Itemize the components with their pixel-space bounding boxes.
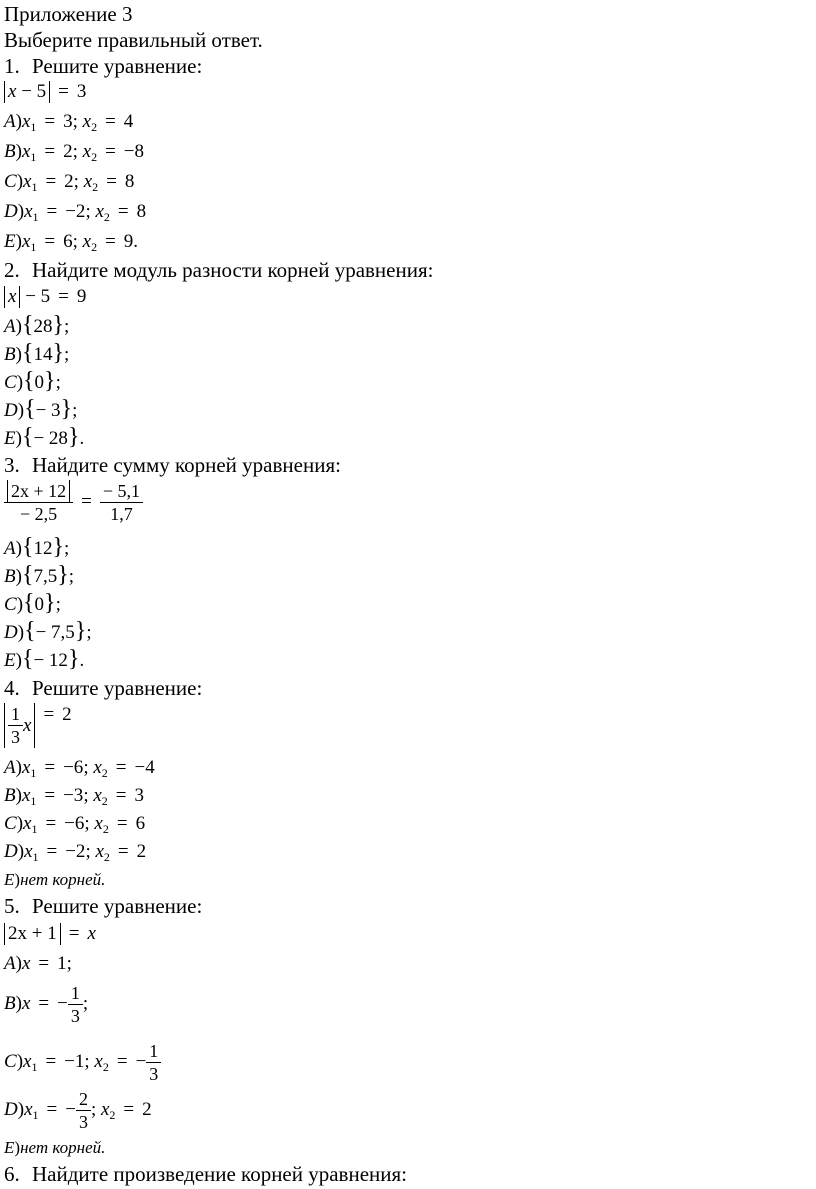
equation-4: $\frac{1}{3}$ x = 2	[4, 703, 72, 748]
option-5d: $D)x_1$ = − $\frac{2}{3}$ ; $x_2 = 2$	[4, 1089, 152, 1132]
option-1b: $B)x_1 = 2$; $x_2 = -8$	[4, 141, 144, 164]
option-4b: $B)x_1 = -3$; $x_2 = 3$	[4, 785, 144, 808]
instruction: Выберите правильный ответ.	[4, 28, 263, 52]
option-2d: D){− 3};	[4, 396, 78, 422]
option-5b: B)x = − $\frac{1}{3}$ ;	[4, 983, 89, 1026]
option-1c: $C)x_1 = 2$; $x_2 = 8$	[4, 171, 135, 194]
equation-5: 2x + 1 = x	[4, 922, 96, 946]
question-number: 1.	[4, 54, 20, 78]
option-4e: E)нет корней.	[4, 870, 106, 889]
question-4: 4. Решите уравнение:	[4, 676, 203, 700]
option-3e: E){− 12}.	[4, 646, 85, 672]
option-5e: E)нет корней.	[4, 1138, 106, 1157]
question-1	[4, 54, 202, 78]
option-3d: D){− 7,5};	[4, 618, 92, 644]
appendix-label: Приложение 3	[4, 2, 133, 26]
option-5c: $C)x_1 = -1$; $x_2$ = − $\frac{1}{3}$	[4, 1040, 161, 1085]
option-2a: A){28};	[4, 312, 70, 338]
option-2e: E){− 28}.	[4, 424, 85, 450]
option-3b: B){7,5};	[4, 562, 75, 588]
option-1d: $D)x_1 = -2$; $x_2 = 8$	[4, 201, 147, 224]
equation-1: x − 5 = 3	[4, 80, 86, 104]
question-2: 2. Найдите модуль разности корней уравнения:	[4, 258, 434, 282]
option-2c: C){0};	[4, 368, 61, 394]
question-5: 5. Решите уравнение:	[4, 894, 203, 918]
equation-2: x − 5 = 9	[4, 285, 86, 309]
question-6: 6. Найдите произведение корней уравнения:	[4, 1162, 408, 1186]
option-2b: B){14};	[4, 340, 70, 366]
option-1a: $A)x_1 = 3$; $x_2 = 4$	[4, 111, 134, 134]
option-4d: $D)x_1 = -2$; $x_2 = 2$	[4, 841, 147, 864]
option-3c: C){0};	[4, 590, 61, 616]
option-4a: $A)x_1 = -6$; $x_2 = -4$	[4, 757, 155, 780]
question-3: 3. Найдите сумму корней уравнения:	[4, 453, 341, 477]
option-1e: $E)x_1 = 6$; $x_2 = 9$.	[4, 231, 139, 254]
question-text: Решите уравнение:	[32, 54, 203, 78]
option-3a: A){12};	[4, 534, 70, 560]
equation-3: $\frac{2x + 12}{- 2,5}$ = $\frac{- 5,1}{1,7}$	[4, 480, 143, 525]
option-4c: $C)x_1 = -6$; $x_2 = 6$	[4, 813, 146, 836]
option-5a: A)x = 1;	[4, 953, 72, 974]
